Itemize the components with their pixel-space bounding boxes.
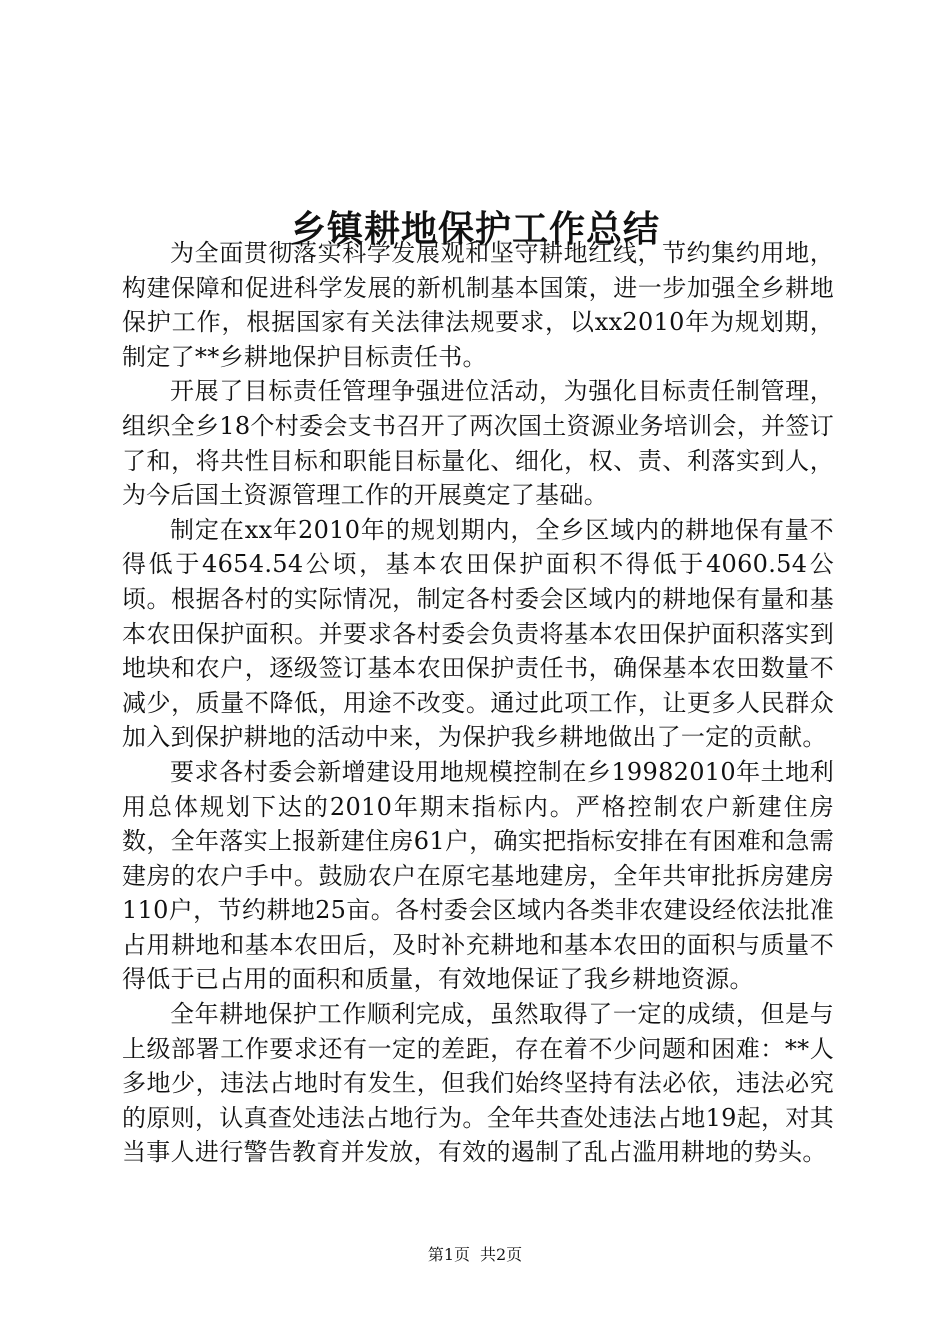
- paragraph: 制定在xx年2010年的规划期内，全乡区域内的耕地保有量不得低于4654.54公顷，基本农田保护面积不得低于4060.54公顷。根据各村的实际情况，制定各村委会区域内的耕地保有量和基本农田保护面积。并要求各村委会负责将基本农田保护面积落实到地块和农户，逐级签订基本农田保护责任书，确保基本农田数量不减少，质量不降低，用途不改变。通过此项工作，让更多人民群众加入到保护耕地的活动中来，为保护我乡耕地做出了一定的贡献。: [122, 515, 834, 752]
- document-body: [122, 236, 834, 1170]
- paragraph: 为全面贯彻落实科学发展观和坚守耕地红线，节约集约用地，构建保障和促进科学发展的新机制基本国策，进一步加强全乡耕地保护工作，根据国家有关法律法规要求，以xx2010年为规划期，制定了**乡耕地保护目标责任书。: [122, 239, 834, 371]
- page-footer: [0, 1244, 950, 1266]
- page-number-current: 第1页: [427, 1245, 470, 1264]
- page-number-total: 共2页: [480, 1245, 523, 1264]
- paragraph: 开展了目标责任管理争强进位活动，为强化目标责任制管理，组织全乡18个村委会支书召开了两次国土资源业务培训会，并签订了和，将共性目标和职能目标量化、细化，权、责、利落实到人，为今后国土资源管理工作的开展奠定了基础。: [122, 377, 834, 510]
- paragraph: 全年耕地保护工作顺利完成，虽然取得了一定的成绩，但是与上级部署工作要求还有一定的差距，存在着不少问题和困难：**人多地少，违法占地时有发生，但我们始终坚持有法必依，违法必究的原则，认真查处违法占地行为。全年共查处违法占地19起，对其当事人进行警告教育并发放，有效的遏制了乱占滥用耕地的势头。: [122, 1000, 834, 1167]
- paragraph: 要求各村委会新增建设用地规模控制在乡19982010年土地利用总体规划下达的2010年期末指标内。严格控制农户新建住房数，全年落实上报新建住房61户，确实把指标安排在有困难和急需建房的农户手中。鼓励农户在原宅基地建房，全年共审批拆房建房110户，节约耕地25亩。各村委会区域内各类非农建设经依法批准占用耕地和基本农田后，及时补充耕地和基本农田的面积与质量不得低于已占用的面积和质量，有效地保证了我乡耕地资源。: [122, 757, 834, 994]
- document-title: 乡镇耕地保护工作总结: [289, 209, 660, 251]
